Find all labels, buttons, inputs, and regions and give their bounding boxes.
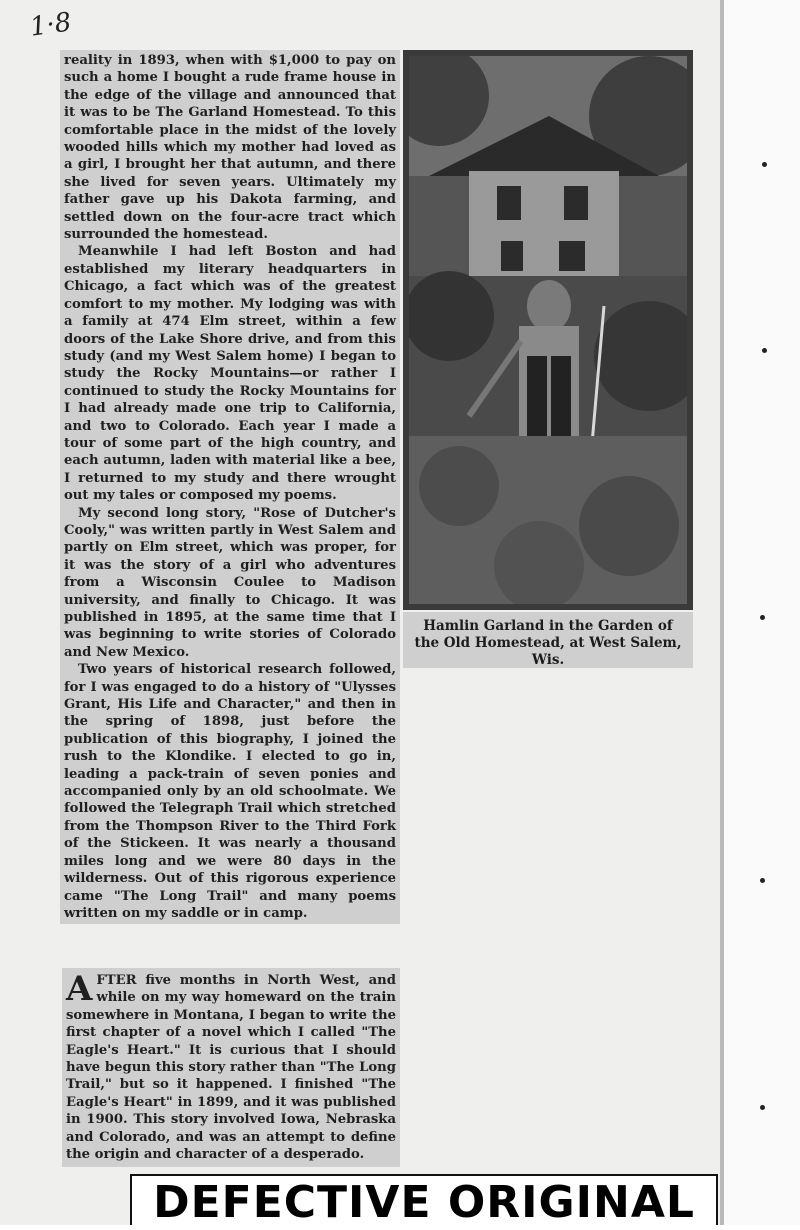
article-paragraph: My second long story, "Rose of Dutcher's Cooly," was written partly in West Salem and partly on Elm street, which was proper, for it was the story of a girl who adventures from a Wisconsin Coulee to Madison university, and finally to Chicago. It was published in 1895, at the same time that I was beginning to write stories of Colorado and New Mexico. [64,505,396,660]
article-column-text [60,50,400,924]
article-paragraph: FTER five months in North West, and while on my way homeward on the train somewhere in Montana, I began to write the first chapter of a novel which I called "The Eagle's Heart." It is curious that I should have begun this story rather than "The Long Trail," but so it happened. I finished "The Eagle's Heart" in 1899, and it was published in 1900. This story involved Iowa, Nebraska and Colorado, and was an attempt to define the origin and character of a desperado. [66,973,396,1163]
article-paragraph: Meanwhile I had left Boston and had established my literary headquarters in Chicago, a fact which was of the greatest comfort to my mother. My lodging was with a family at 474 Elm street, within a few doors of the Lake Shore drive, and from this study (and my West Salem home) I began to study the Rocky Mountains—or rather I continued to study the Rocky Mountains for I had already made one trip to California, and two to Colorado. Each year I made a tour of some part of the high country, and each autumn, laden with material like a bee, I returned to my study and there wrought out my tales or composed my poems. [64,244,396,504]
caption-line: Wis. [531,652,565,668]
article-paragraph: Two years of historical research followed, for I was engaged to do a history of "Ulysses Grant, His Life and Character," and then in the spring of 1898, just before the publication of this biography, I joined the rush to the Klondike. I elected to go in, leading a pack-train of seven ponies and accompanied only by an old schoolmate. We followed the Telegraph Trail which stretched from the Thompson River to the Third Fork of the Stickeen. It was nearly a thousand miles long and we were 80 days in the wilderness. Out of this rigorous experience came "The Long Trail" and many poems written on my saddle or in camp. [64,662,396,921]
photo-frame [403,50,693,610]
photo-caption [403,612,693,668]
caption-line: Hamlin Garland in the Garden of [423,618,673,634]
margin-mark [760,1105,765,1110]
margin-mark [762,348,767,353]
drop-cap: A [66,969,93,1009]
homestead-photo [409,56,687,604]
page-number: 1·8 [28,7,74,43]
article-paragraph: reality in 1893, when with $1,000 to pay on such a home I bought a rude frame house in the edge of the village and announced that it was to be The Garland Homestead. To this comfortable place in the midst of the lovely wooded hills which my mother had loved as a girl, I brought her that autumn, and there she lived for seven years. Ultimately my father gave up his Dakota farming, and settled down on the four-acre tract which surrounded the homestead. [64,53,396,243]
margin-mark [762,162,767,167]
margin-strip [724,0,800,1225]
homestead-photo-illustration [409,56,687,604]
margin-mark [760,878,765,883]
article-section-2 [62,968,400,1167]
defective-original-stamp: DEFECTIVE ORIGINAL [130,1174,718,1225]
caption-line: the Old Homestead, at West Salem, [414,635,682,651]
margin-mark [760,615,765,620]
